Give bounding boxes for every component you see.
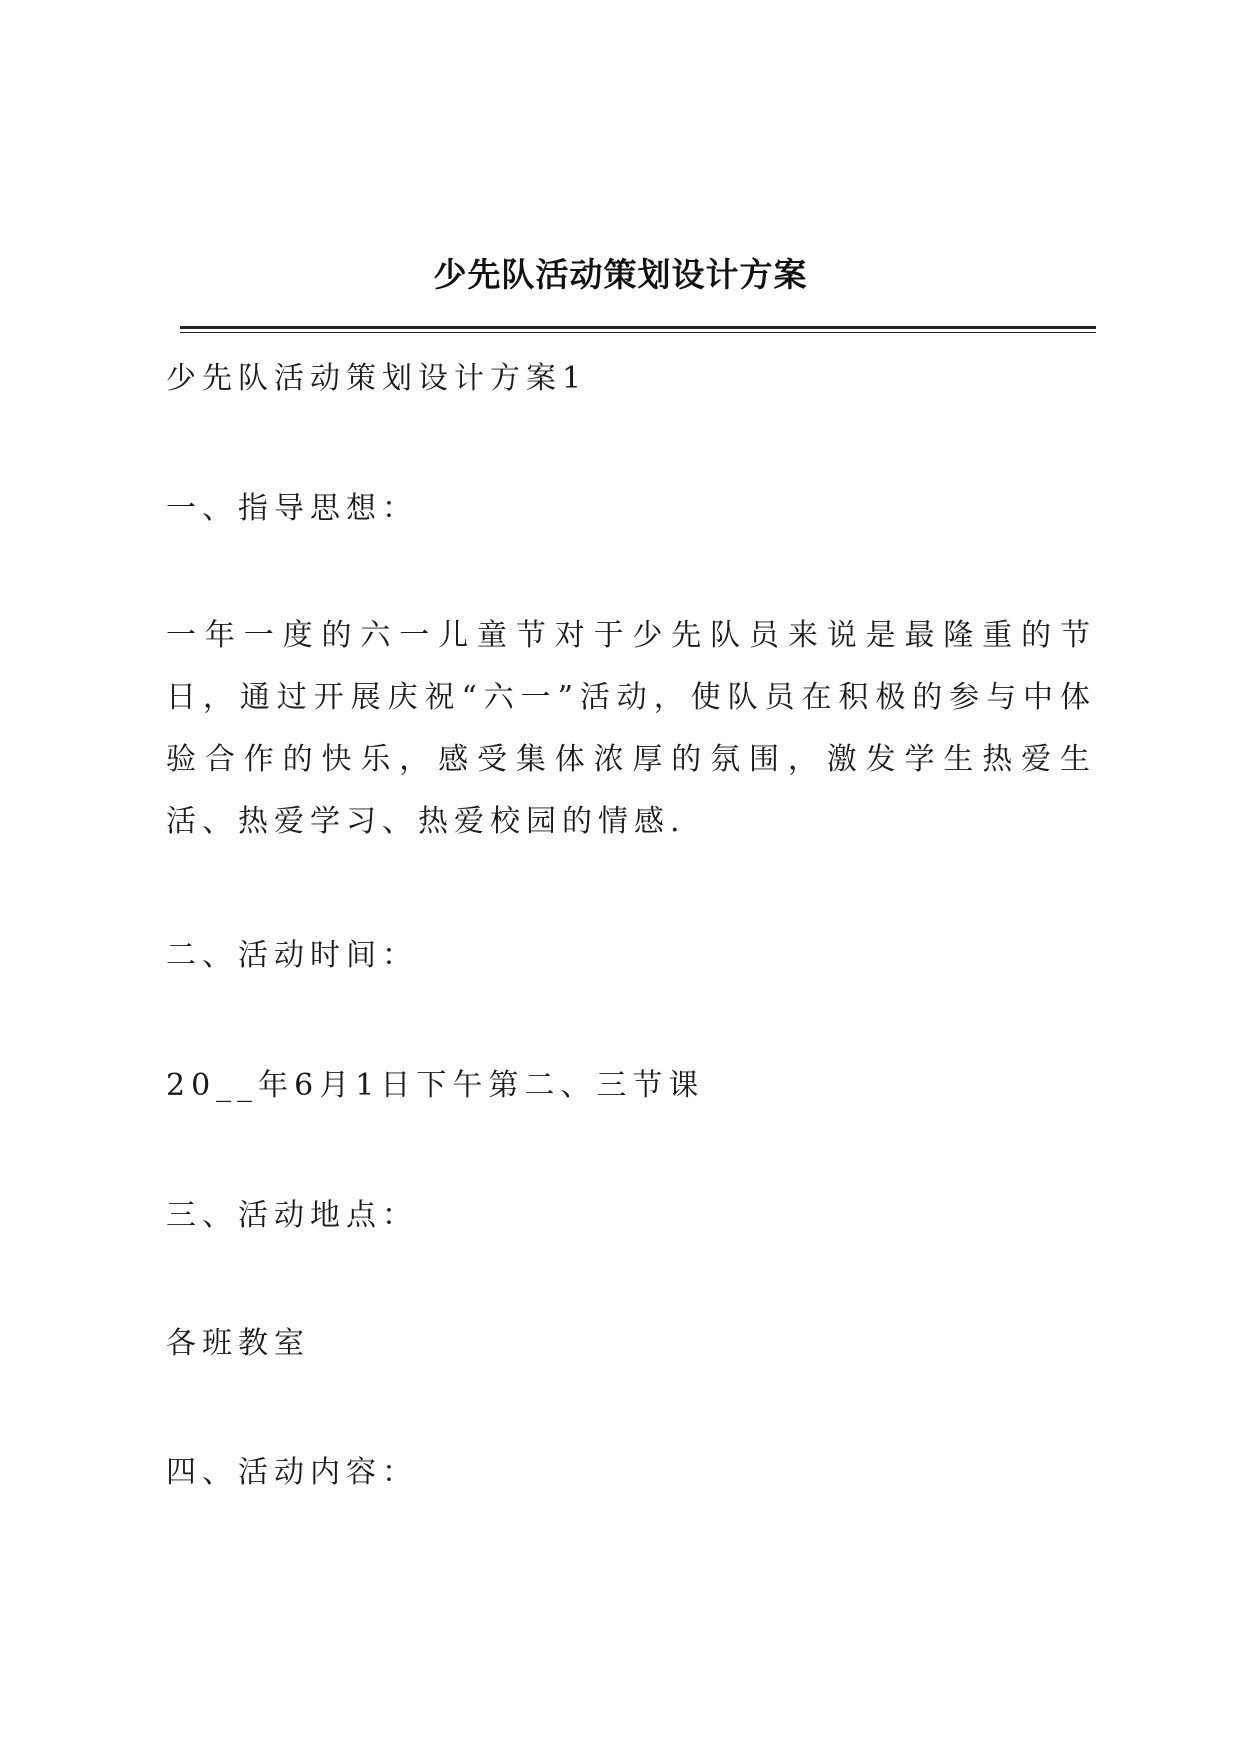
section-heading-guiding-thought: 一、指导思想： bbox=[166, 491, 418, 526]
section-heading-activity-location: 三、活动地点： bbox=[166, 1198, 418, 1233]
document-title: 少先队活动策划设计方案 bbox=[433, 255, 808, 294]
document-subtitle: 少先队活动策划设计方案1 bbox=[166, 361, 588, 396]
section-heading-activity-content: 四、活动内容： bbox=[166, 1455, 418, 1490]
title-divider-thin bbox=[180, 332, 1096, 333]
section-body-guiding-thought: 一年一度的六一儿童节对于少先队员来说是最隆重的节日，通过开展庆祝“六一”活动，使队员在积极的参与中体验合作的快乐，感受集体浓厚的氛围，激发学生热爱生活、热爱学习、热爱校园的情感. bbox=[166, 618, 1096, 839]
section-heading-activity-time: 二、活动时间： bbox=[166, 938, 418, 973]
section-body-activity-location: 各班教室 bbox=[166, 1326, 310, 1361]
title-divider-thick bbox=[180, 326, 1096, 329]
section-body-activity-time: 20__年6月1日下午第二、三节课 bbox=[166, 1068, 705, 1103]
